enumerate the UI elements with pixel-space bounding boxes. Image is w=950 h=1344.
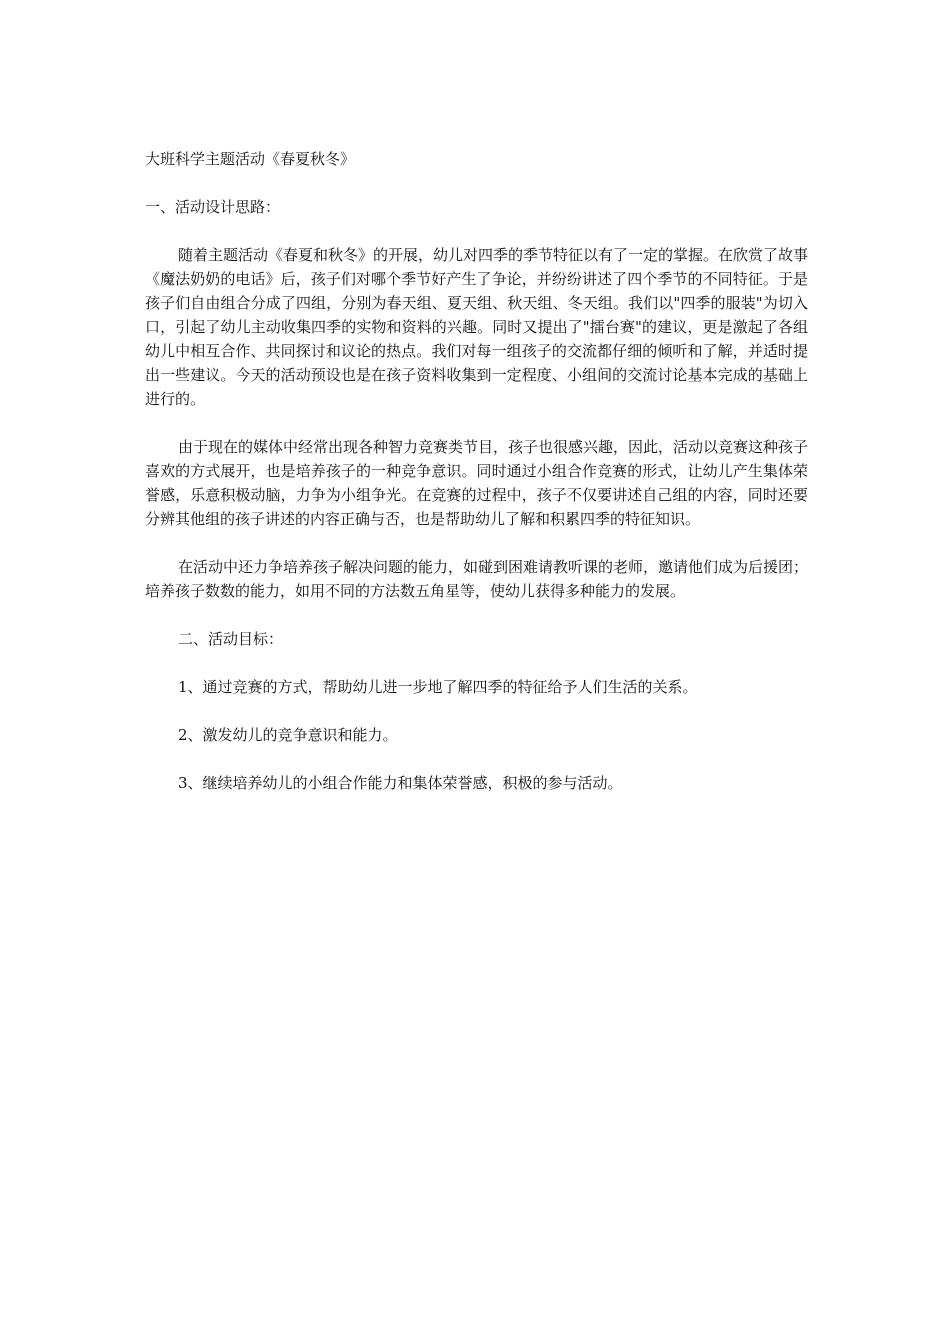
paragraph-1: 随着主题活动《春夏和秋冬》的开展，幼儿对四季的季节特征以有了一定的掌握。在欣赏了故事《魔法奶奶的电话》后，孩子们对哪个季节好产生了争论，并纷纷讲述了四个季节的不同特征。于是孩子们自由组合分成了四组，分别为春天组、夏天组、秋天组、冬天组。我们以"四季的服装"为切入口，引起了幼儿主动收集四季的实物和资料的兴趣。同时又提出了"擂台赛"的建议，更是激起了各组幼儿中相互合作、共同探讨和议论的热点。我们对每一组孩子的交流都仔细的倾听和了解，并适时提出一些建议。今天的活动预设也是在孩子资料收集到一定程度、小组间的交流讨论基本完成的基础上进行的。: [145, 246, 809, 408]
document-title: 大班科学主题活动《春夏秋冬》: [145, 150, 356, 168]
goal-item-1: 1、通过竞赛的方式，帮助幼儿进一步地了解四季的特征给予人们生活的关系。: [178, 678, 698, 696]
section-heading-design: 一、活动设计思路：: [145, 198, 281, 216]
goal-item-3: 3、继续培养幼儿的小组合作能力和集体荣誉感，积极的参与活动。: [178, 774, 623, 792]
document-body: [145, 147, 808, 795]
section-heading-goals: 二、活动目标：: [178, 630, 284, 648]
paragraph-3: 在活动中还力争培养孩子解决问题的能力，如碰到困难请教听课的老师，邀请他们成为后援团；培养孩子数数的能力，如用不同的方法数五角星等，使幼儿获得多种能力的发展。: [145, 558, 809, 600]
goal-item-2: 2、激发幼儿的竞争意识和能力。: [178, 726, 398, 744]
paragraph-2: 由于现在的媒体中经常出现各种智力竞赛类节目，孩子也很感兴趣，因此，活动以竞赛这种孩子喜欢的方式展开，也是培养孩子的一种竞争意识。同时通过小组合作竞赛的形式，让幼儿产生集体荣誉感，乐意积极动脑，力争为小组争光。在竞赛的过程中，孩子不仅要讲述自己组的内容，同时还要分辨其他组的孩子讲述的内容正确与否，也是帮助幼儿了解和积累四季的特征知识。: [145, 438, 809, 528]
